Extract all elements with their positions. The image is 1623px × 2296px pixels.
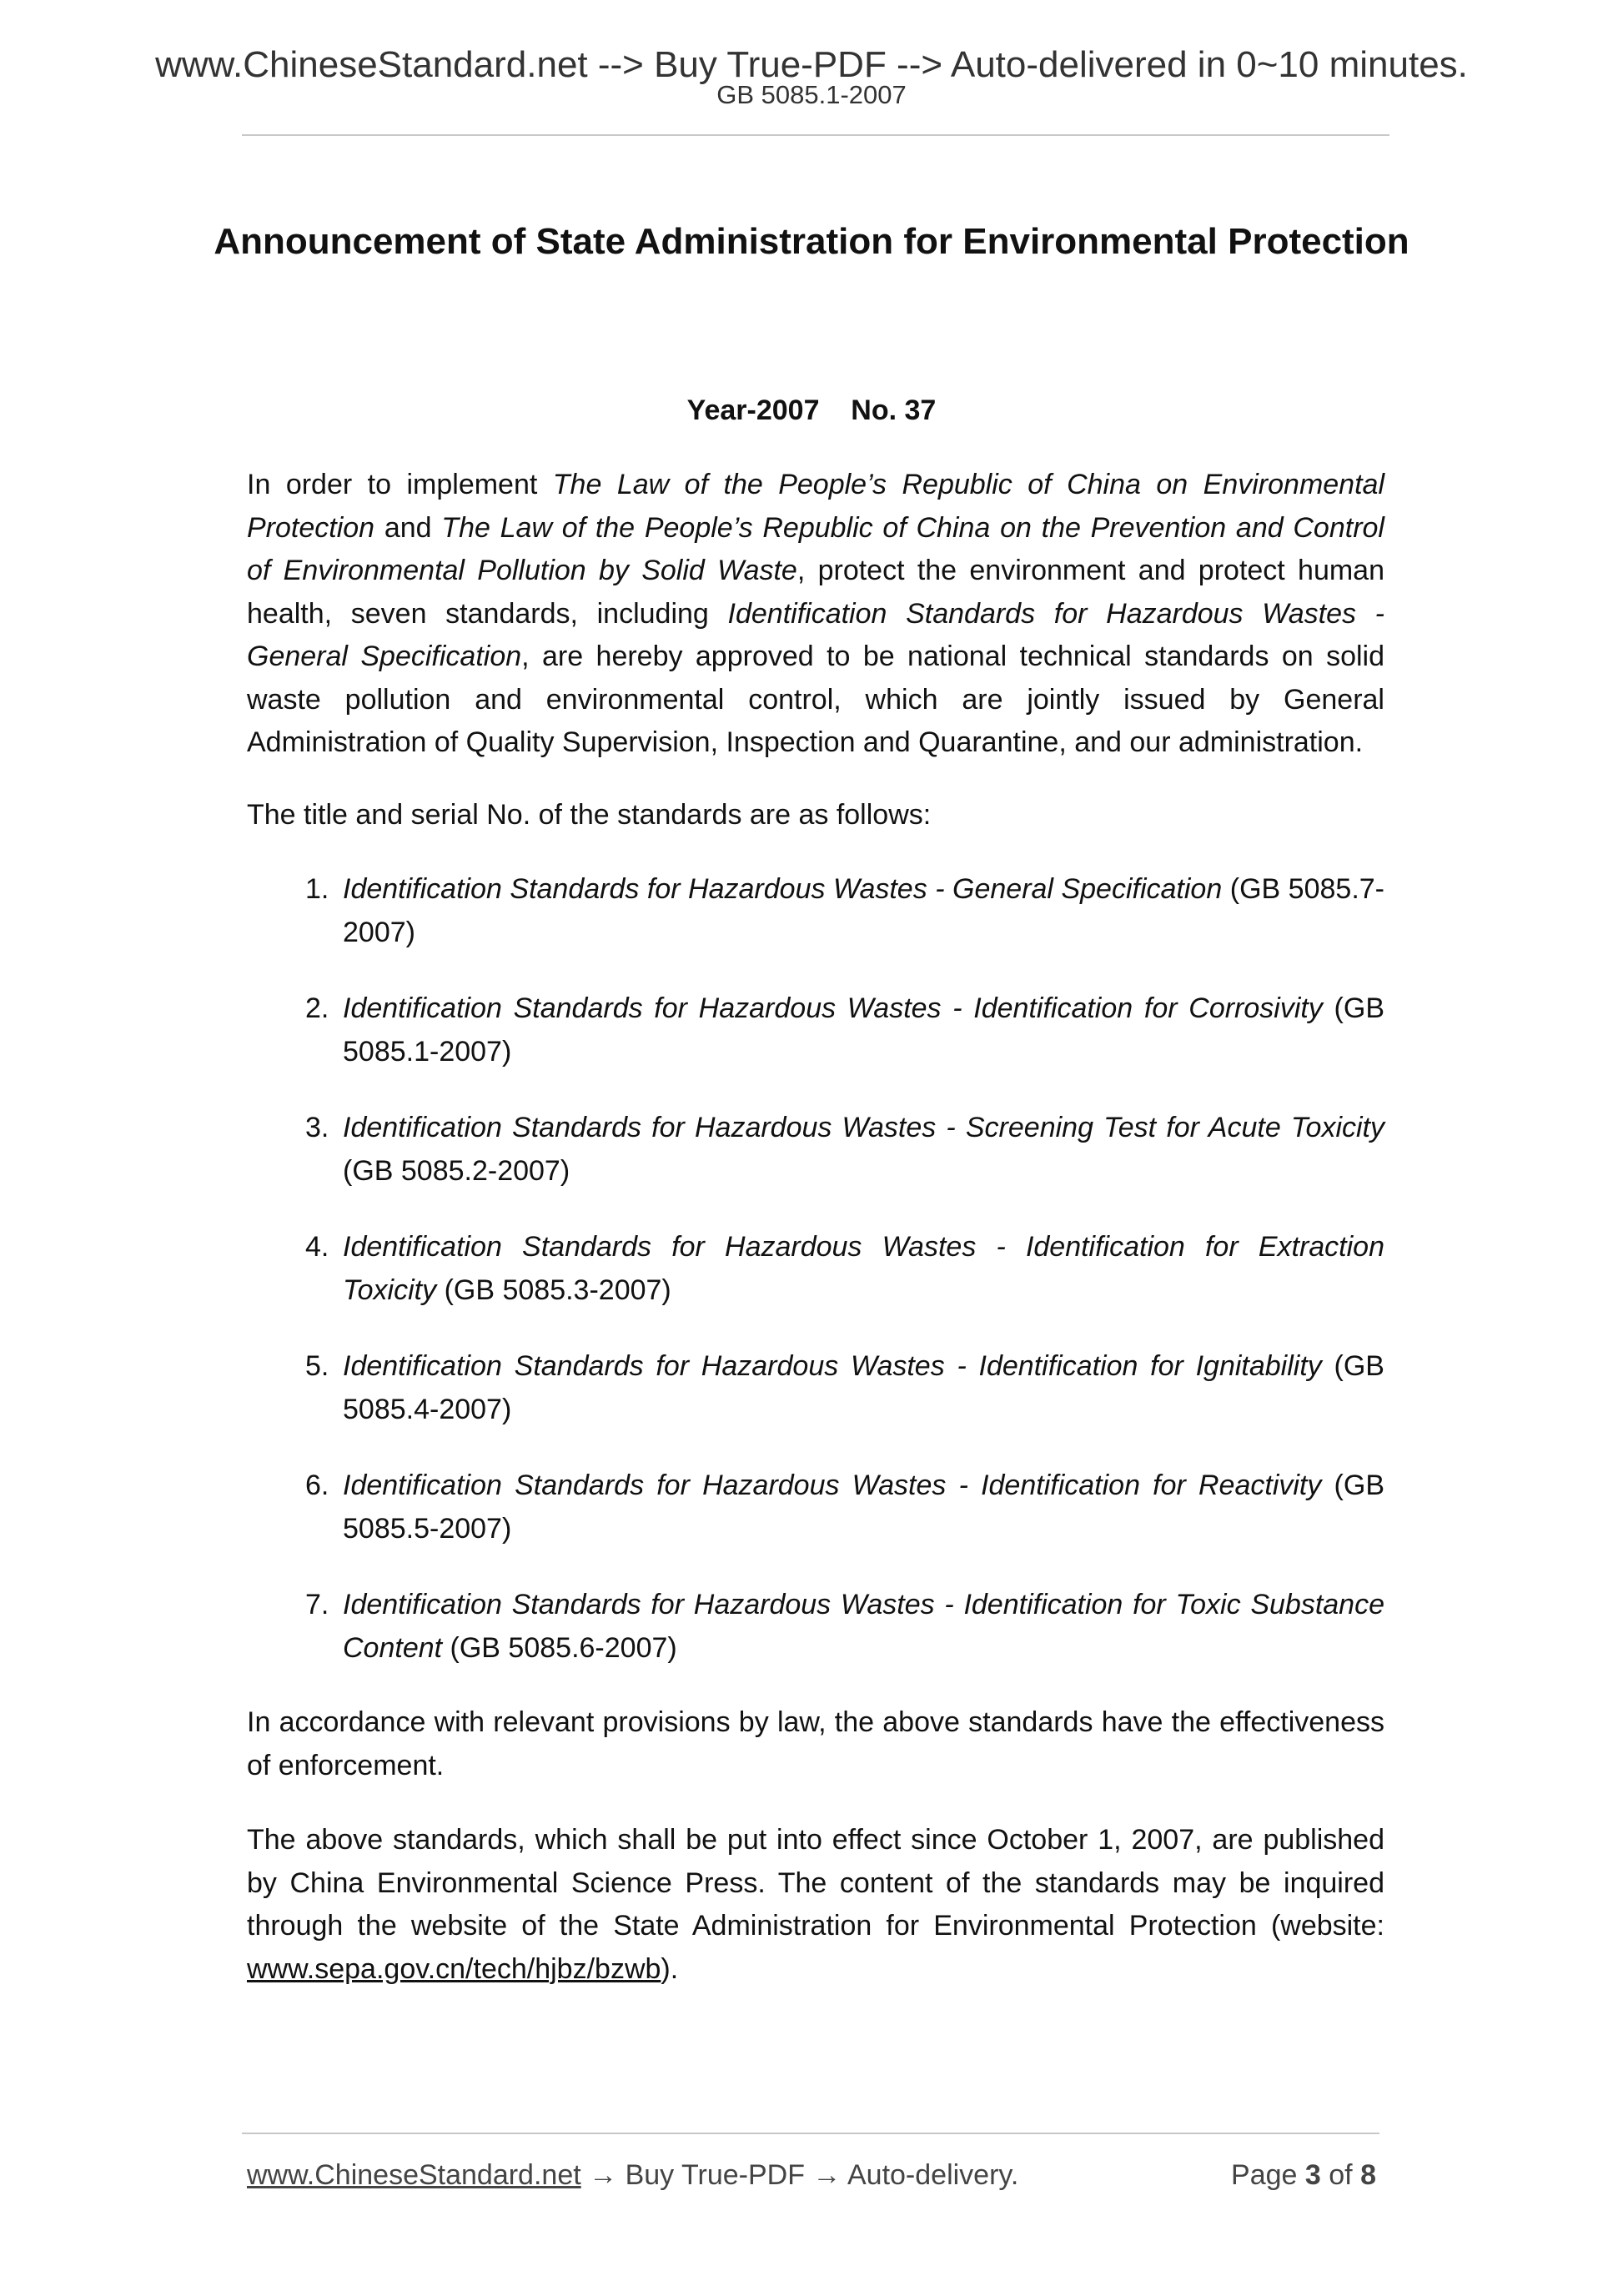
list-item-number: 2. — [305, 992, 329, 1024]
list-item — [305, 1226, 1384, 1312]
standard-code: (GB 5085.4-2007) — [343, 1350, 1384, 1425]
intro-paragraph — [247, 464, 1384, 765]
footer-site-link[interactable]: www.ChineseStandard.net — [247, 2159, 581, 2191]
publication-text-end: ). — [661, 1952, 679, 1985]
standard-title: Identification Standards for Hazardous Wastes - Identification for Extraction Toxicity — [343, 1231, 1384, 1306]
publication-text: The above standards, which shall be put into effect since October 1, 2007, are published by China Environmental Science Press. The content of the standards may be inquired through the website of the State Administration for Environmental Protection (website: — [247, 1824, 1384, 1942]
standard-title: Identification Standards for Hazardous Wastes - Screening Test for Acute Toxicity — [343, 1112, 1384, 1143]
list-item-number: 6. — [305, 1470, 329, 1501]
site-banner: www.ChineseStandard.net --> Buy True-PDF --> Auto-delivered in 0~10 minutes. — [155, 44, 1468, 85]
announcement-title: Announcement of State Administration for Environmental Protection — [214, 221, 1409, 262]
standards-list — [247, 868, 1384, 1670]
intro-text-4: , are hereby approved to be national technical standards on solid waste pollution and environmental control, which are jointly issued by General Administration of Quality Supervision, Inspection and Quarantine, and our administration. — [247, 641, 1384, 758]
standard-code: (GB 5085.1-2007) — [343, 992, 1384, 1068]
list-intro: The title and serial No. of the standards are as follows: — [247, 798, 932, 831]
standard-code-header: GB 5085.1-2007 — [716, 80, 907, 109]
enforcement-paragraph: In accordance with relevant provisions by law, the above standards have the effectiveness of enforcement. — [247, 1706, 1384, 1781]
list-item — [305, 1107, 1384, 1193]
page-label: Page — [1231, 2159, 1305, 2191]
list-item-number: 4. — [305, 1231, 329, 1263]
standard-code: (GB 5085.7-2007) — [343, 873, 1384, 948]
standard-code: (GB 5085.2-2007) — [343, 1154, 570, 1187]
page-total: 8 — [1360, 2159, 1376, 2191]
list-item-number: 1. — [305, 873, 329, 905]
list-item-number: 5. — [305, 1350, 329, 1382]
page-indicator — [1231, 2155, 1376, 2195]
list-item — [305, 868, 1384, 954]
sepa-website-link[interactable]: www.sepa.gov.cn/tech/hjbz/bzwb — [247, 1952, 661, 1985]
list-item — [305, 987, 1384, 1073]
law-title-solid-waste: The Law of the People’s Republic of China on the Prevention and Control of Environmental Pollution by Solid Waste — [247, 511, 1384, 586]
issue-year: Year-2007 — [686, 394, 820, 426]
list-item-number: 7. — [305, 1589, 329, 1620]
list-item-number: 3. — [305, 1112, 329, 1143]
list-item — [305, 1465, 1384, 1550]
document-body — [247, 464, 1384, 2022]
issue-number: No. 37 — [851, 394, 937, 426]
issue-line — [0, 390, 1623, 430]
standard-title: Identification Standards for Hazardous Wastes - General Specification — [343, 873, 1223, 905]
of-label: of — [1320, 2159, 1361, 2191]
list-item — [305, 1345, 1384, 1431]
standard-title: Identification Standards for Hazardous Wastes - Identification for Corrosivity — [343, 992, 1323, 1024]
standard-code: (GB 5085.5-2007) — [343, 1470, 1384, 1545]
standard-title: Identification Standards for Hazardous Wastes - Identification for Reactivity — [343, 1470, 1322, 1501]
footer-delivery-text: → Buy True-PDF → Auto-delivery. — [580, 2159, 1019, 2191]
list-item — [305, 1584, 1384, 1670]
footer-left — [247, 2155, 1018, 2195]
footer-divider — [242, 2133, 1379, 2134]
law-title-environmental-protection: The Law of the People’s Republic of China on Environmental Protection — [247, 469, 1384, 544]
standard-code: (GB 5085.6-2007) — [442, 1631, 677, 1664]
publication-paragraph — [247, 1819, 1384, 1991]
intro-text-2: and — [374, 511, 442, 544]
intro-text-1: In order to implement — [247, 469, 553, 500]
page-current: 3 — [1304, 2159, 1321, 2191]
standard-code: (GB 5085.3-2007) — [436, 1274, 671, 1306]
header-divider — [242, 134, 1389, 136]
intro-text-3: , protect the environment and protect human health, seven standards, including — [247, 555, 1384, 630]
standard-title-general-specification: Identification Standards for Hazardous Wastes - General Specification — [247, 597, 1384, 672]
standard-title: Identification Standards for Hazardous Wastes - Identification for Toxic Substance Content — [343, 1589, 1384, 1664]
standard-title: Identification Standards for Hazardous Wastes - Identification for Ignitability — [343, 1350, 1322, 1382]
